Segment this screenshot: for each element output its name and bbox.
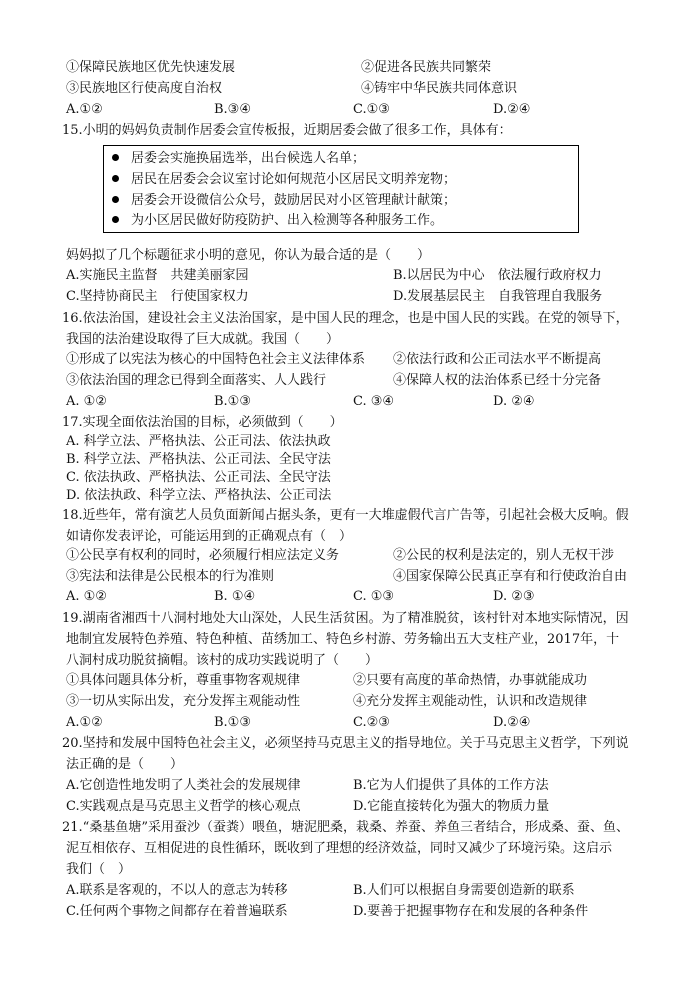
q21-choice-a: A.联系是客观的，不以人的意志为转移 xyxy=(66,883,288,898)
q17-choice-d: D. 依法执政、科学立法、严格执法、公正司法 xyxy=(66,488,332,503)
q14-option-1: ①保障民族地区优先快速发展 xyxy=(66,60,236,75)
q16-stem-line-2: 我国的法治建设取得了巨大成就。我国（ ） xyxy=(66,332,340,347)
q21-choice-b: B.人们可以根据自身需要创造新的联系 xyxy=(353,883,575,898)
bullet-icon xyxy=(112,196,119,203)
q17-choice-b: B. 科学立法、严格执法、公正司法、全民守法 xyxy=(66,452,331,467)
q19-stem-line-1: 19.湖南省湘西十八洞村地处大山深处，人民生活贫困。为了精准脱贫，该村针对本地实际情况，因 xyxy=(62,611,629,626)
q16-choice-d: D. ②④ xyxy=(493,394,535,409)
q16-option-1: ①形成了以宪法为核心的中国特色社会主义法律体系 xyxy=(66,352,366,367)
q18-option-3: ③宪法和法律是公民根本的行为准则 xyxy=(66,569,275,584)
q15-bullet-3: 居委会开设微信公众号，鼓励居民对小区管理献计献策； xyxy=(112,190,456,211)
q14-option-4: ④铸牢中华民族共同体意识 xyxy=(361,81,518,96)
q16-choice-b: B.①③ xyxy=(214,394,251,409)
bullet-icon xyxy=(112,216,119,223)
q19-choice-d: D.②④ xyxy=(493,715,531,730)
q18-stem-line-1: 18.近些年，常有演艺人员负面新闻占据头条，更有一大堆虚假代言广告等，引起社会极大反响。假 xyxy=(62,508,629,523)
q15-bullet-2: 居民在居委会会议室讨论如何规范小区居民文明养宠物； xyxy=(112,169,456,190)
q20-choice-d: D.它能直接转化为强大的物质力量 xyxy=(353,799,550,814)
q20-choice-a: A.它创造性地发明了人类社会的发展规律 xyxy=(66,778,301,793)
q18-choice-a: A. ①② xyxy=(66,589,107,604)
bullet-icon xyxy=(112,175,119,182)
q15-bullet-4: 为小区居民做好防疫防护、出入检测等各种服务工作。 xyxy=(112,210,443,231)
q15-stem: 15.小明的妈妈负责制作居委会宣传板报，近期居委会做了很多工作，具体有： xyxy=(62,123,512,138)
q19-option-4: ④充分发挥主观能动性，认识和改造规律 xyxy=(353,694,588,709)
q21-stem-line-2: 泥互相依存、互相促进的良性循环，既收到了理想的经济效益，同时又减少了环境污染。这启示 xyxy=(66,841,613,856)
q21-choice-c: C.任何两个事物之间都存在着普遍联系 xyxy=(66,904,288,919)
q15-choice-d: D.发展基层民主 自我管理自我服务 xyxy=(393,289,603,304)
q14-choice-d: D.②④ xyxy=(493,102,531,117)
q15-choice-b: B.以居民为中心 依法履行政府权力 xyxy=(393,268,602,283)
bullet-icon xyxy=(112,154,119,161)
q16-choice-a: A. ①② xyxy=(66,394,107,409)
q14-option-3: ③民族地区行使高度自治权 xyxy=(66,81,223,96)
q20-stem-line-2: 法正确的是（ ） xyxy=(66,757,184,772)
q18-choice-d: D. ②③ xyxy=(493,589,535,604)
q15-bullet-1: 居委会实施换届选举，出台候选人名单； xyxy=(112,148,365,169)
q19-stem-line-2: 地制宜发展特色养殖、特色种植、苗绣加工、特色乡村游、劳务输出五大支柱产业，2017年，十 xyxy=(66,632,620,647)
q14-choice-b: B.③④ xyxy=(214,102,251,117)
q15-choice-a: A.实施民主监督 共建美丽家园 xyxy=(66,268,249,283)
q18-option-2: ②公民的权利是法定的，别人无权干涉 xyxy=(393,548,615,563)
q16-option-4: ④保障人权的法治体系已经十分完备 xyxy=(393,373,602,388)
q20-choice-b: B.它为人们提供了具体的工作方法 xyxy=(353,778,549,793)
q16-choice-c: C. ③④ xyxy=(353,394,395,409)
q18-choice-c: C. ①③ xyxy=(353,589,395,604)
q21-stem-line-3: 我们（ ） xyxy=(66,862,132,877)
q15-prompt: 妈妈拟了几个标题征求小明的意见，你认为最合适的是（ ） xyxy=(66,248,431,263)
q21-stem-line-1: 21.“桑基鱼塘”采用蚕沙（蚕粪）喂鱼，塘泥肥桑，栽桑、养蚕、养鱼三者结合，形成桑、蚕、鱼、 xyxy=(62,820,629,835)
q16-option-3: ③依法治国的理念已得到全面落实、人人践行 xyxy=(66,373,327,388)
q19-choice-c: C.②③ xyxy=(353,715,390,730)
q18-stem-line-2: 如请你发表评论，可能运用到的正确观点有（ ） xyxy=(66,529,353,544)
q18-choice-b: B. ①④ xyxy=(214,589,256,604)
q16-stem-line-1: 16.依法治国，建设社会主义法治国家，是中国人民的理念，也是中国人民的实践。在党的领导下， xyxy=(62,311,629,326)
q15-info-box xyxy=(103,145,579,233)
q19-choice-a: A.①② xyxy=(66,715,103,730)
q17-stem: 17.实现全面依法治国的目标，必须做到（ ） xyxy=(62,415,343,430)
q14-choice-c: C.①③ xyxy=(353,102,390,117)
q19-option-3: ③一切从实际出发，充分发挥主观能动性 xyxy=(66,694,301,709)
q16-option-2: ②依法行政和公正司法水平不断提高 xyxy=(393,352,602,367)
q14-option-2: ②促进各民族共同繁荣 xyxy=(361,60,492,75)
q19-option-2: ②只要有高度的革命热情，办事就能成功 xyxy=(353,673,588,688)
q19-stem-line-3: 八洞村成功脱贫摘帽。该村的成功实践说明了（ ） xyxy=(66,653,379,668)
q20-choice-c: C.实践观点是马克思主义哲学的核心观点 xyxy=(66,799,301,814)
q19-option-1: ①具体问题具体分析，尊重事物客观规律 xyxy=(66,673,301,688)
q15-choice-c: C.坚持协商民主 行使国家权力 xyxy=(66,289,249,304)
q19-choice-b: B.①③ xyxy=(214,715,251,730)
q18-option-4: ④国家保障公民真正享有和行使政治自由 xyxy=(393,569,628,584)
q17-choice-c: C. 依法执政、严格执法、公正司法、全民守法 xyxy=(66,470,331,485)
q17-choice-a: A. 科学立法、严格执法、公正司法、依法执政 xyxy=(66,434,331,449)
q20-stem-line-1: 20.坚持和发展中国特色社会主义，必须坚持马克思主义的指导地位。关于马克思主义哲学，下列说 xyxy=(62,736,629,751)
q21-choice-d: D.要善于把握事物存在和发展的各种条件 xyxy=(353,904,589,919)
q18-option-1: ①公民享有权利的同时，必须履行相应法定义务 xyxy=(66,548,340,563)
q14-choice-a: A.①② xyxy=(66,102,103,117)
